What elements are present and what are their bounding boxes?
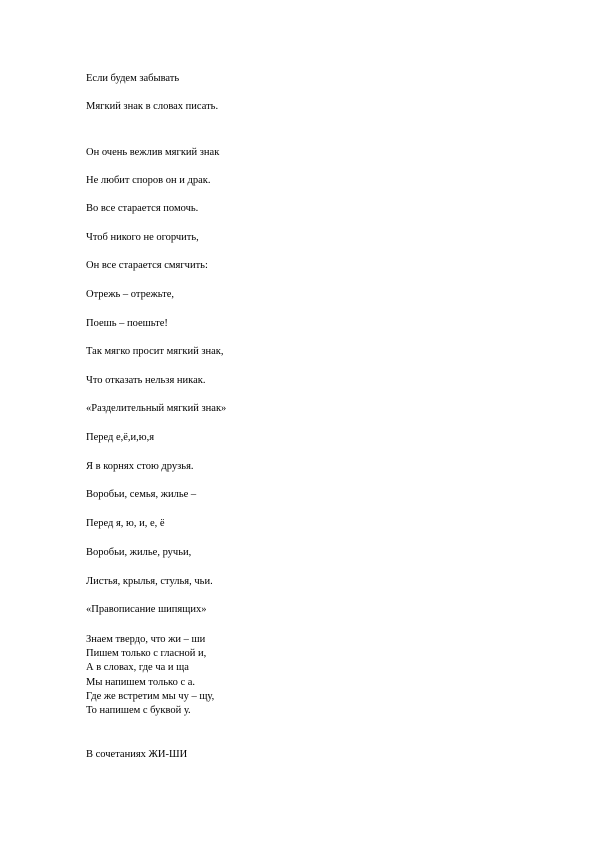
text-line: То напишем с буквой у. [86, 705, 191, 716]
text-line: А в словах, где ча и ща [86, 662, 189, 673]
text-line: Поешь – поешьте! [86, 318, 168, 329]
text-line: Так мягко просит мягкий знак, [86, 346, 224, 357]
text-line: В сочетаниях ЖИ-ШИ [86, 749, 188, 760]
text-line: Мы напишем только с а. [86, 677, 196, 688]
text-line: Не любит споров он и драк. [86, 175, 211, 186]
text-line: Перед е,ё,и,ю,я [86, 432, 155, 443]
text-line: Знаем твердо, что жи – ши [86, 634, 206, 645]
text-line: Во все старается помочь. [86, 203, 199, 214]
text-line: Он все старается смягчить: [86, 260, 208, 271]
section-heading: «Разделительный мягкий знак» [86, 403, 227, 414]
text-line: Перед я, ю, и, е, ё [86, 518, 165, 529]
text-line: Пишем только с гласной и, [86, 648, 207, 659]
text-line: Мягкий знак в словах писать. [86, 101, 219, 112]
text-line: Где же встретим мы чу – щу, [86, 691, 215, 702]
text-line: Воробьи, жилье, ручьи, [86, 547, 192, 558]
section-heading: «Правописание шипящих» [86, 604, 207, 615]
text-line: Чтоб никого не огорчить, [86, 232, 199, 243]
text-line: Если будем забывать [86, 73, 180, 84]
text-line: Листья, крылья, стулья, чьи. [86, 576, 213, 587]
text-line: Что отказать нельзя никак. [86, 375, 206, 386]
text-line: Отрежь – отрежьте, [86, 289, 175, 300]
text-line: Воробьи, семья, жилье – [86, 489, 197, 500]
text-line: Я в корнях стою друзья. [86, 461, 194, 472]
text-line: Он очень вежлив мягкий знак [86, 147, 220, 158]
